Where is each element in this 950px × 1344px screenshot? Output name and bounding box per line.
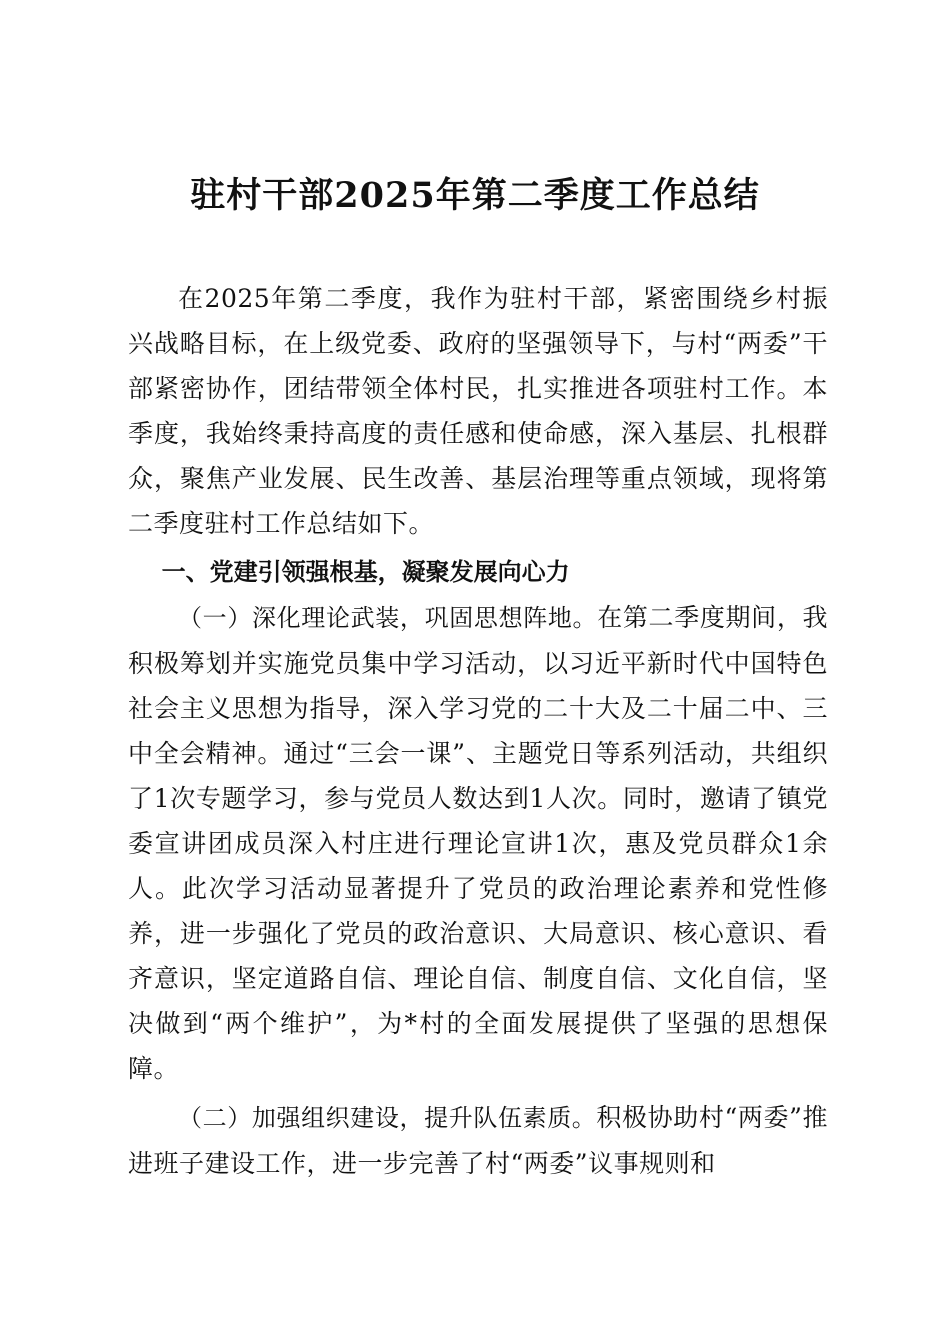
subsection-paragraph-1	[128, 595, 828, 1091]
section-heading-1: 一、党建引领强根基，凝聚发展向心力	[161, 558, 570, 586]
document-title: 驻村干部2025年第二季度工作总结	[190, 175, 760, 216]
intro-paragraph: 在2025年第二季度，我作为驻村干部，紧密围绕乡村振兴战略目标，在上级党委、政府的坚强领导下，与村“两委”干部紧密协作，团结带领全体村民，扎实推进各项驻村工作。本季度，我始终秉持高度的责任感和使命感，深入基层、扎根群众，聚焦产业发展、民生改善、基层治理等重点领域，现将第二季度驻村工作总结如下。	[128, 284, 828, 538]
subsection-lead-1: （一）深化理论武装，巩固思想阵地。	[178, 604, 598, 632]
subsection-lead-2: （二）加强组织建设，提升队伍素质。	[178, 1104, 597, 1132]
subsection-paragraph-2	[128, 1095, 828, 1186]
subsection-text-2: 积极协助村“两委”推进班子建设工作，进一步完善了村“两委”议事规则和	[128, 1103, 829, 1178]
document-body	[128, 276, 828, 1186]
subsection-text-1: 在第二季度期间，我积极筹划并实施党员集中学习活动，以习近平新时代中国特色社会主义思想为指导，深入学习党的二十大及二十届二中、三中全会精神。通过“三会一课”、主题党日等系列活动，共组织了1次专题学习，参与党员人数达到1人次。同时，邀请了镇党委宣讲团成员深入村庄进行理论宣讲1次，惠及党员群众1余人。此次学习活动显著提升了党员的政治理论素养和党性修养，进一步强化了党员的政治意识、大局意识、核心意识、看齐意识，坚定道路自信、理论自信、制度自信、文化自信，坚决做到“两个维护”，为*村的全面发展提供了坚强的思想保障。	[128, 603, 828, 1083]
